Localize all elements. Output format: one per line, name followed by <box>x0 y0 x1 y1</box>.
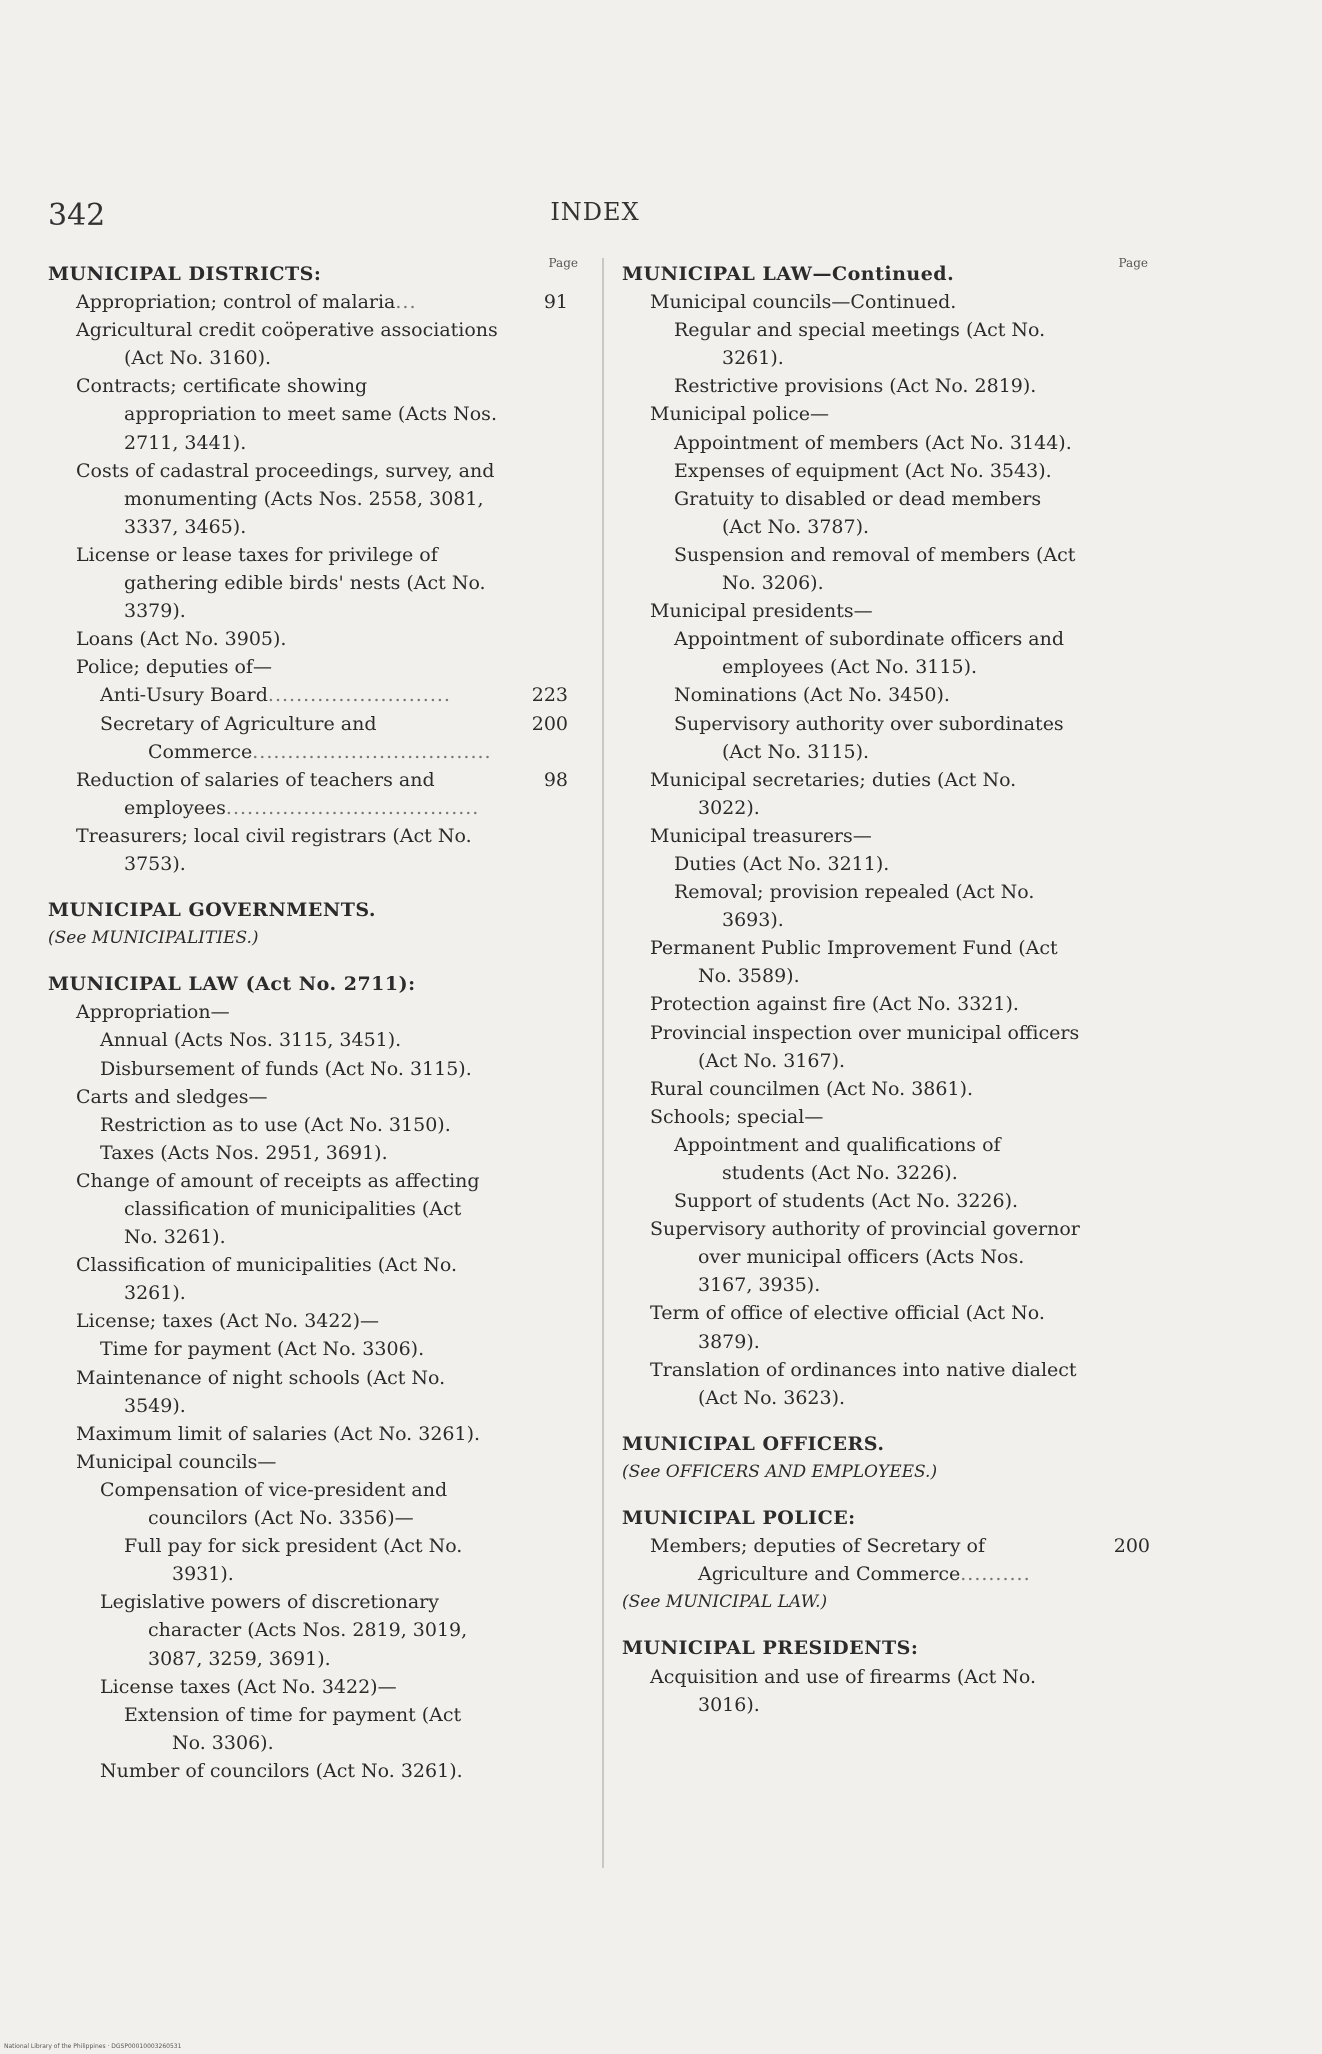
index-entry <box>48 1420 578 1448</box>
left-column <box>48 256 578 1785</box>
entry-text: Agricultural credit coöperative associations (Act No. 3160). <box>76 319 498 370</box>
page-reference: 200 <box>531 712 568 735</box>
entry-text: Restrictive provisions (Act No. 2819). <box>674 375 1037 398</box>
entry-text: Support of students (Act No. 3226). <box>674 1190 1019 1213</box>
entry-text: Municipal police— <box>650 403 829 426</box>
index-entry <box>48 1588 578 1672</box>
index-entries-right <box>622 256 1160 1719</box>
index-heading <box>622 260 1160 288</box>
index-entry <box>48 457 578 541</box>
entry-text: Duties (Act No. 3211). <box>674 852 890 875</box>
index-entry <box>622 822 1160 850</box>
entry-text: Reduction of salaries of teachers and employees <box>76 768 435 819</box>
entry-text: Extension of time for payment (Act No. 3306). <box>124 1703 462 1754</box>
index-entry <box>48 710 578 766</box>
index-entry <box>48 681 578 709</box>
index-entry <box>48 822 578 878</box>
entry-text: Municipal secretaries; duties (Act No. 3022). <box>650 768 1017 819</box>
cross-reference <box>622 1458 1160 1486</box>
entry-text: Police; deputies of— <box>76 656 272 679</box>
entry-text: Permanent Public Improvement Fund (Act No. 3589). <box>650 937 1058 988</box>
index-heading <box>622 1634 1160 1662</box>
index-entry <box>48 998 578 1026</box>
entry-text: Schools; special— <box>650 1105 824 1128</box>
page-reference: 91 <box>543 291 568 314</box>
entry-text: Provincial inspection over municipal officers (Act No. 3167). <box>650 1021 1080 1072</box>
dot-leader: .......... <box>960 1563 1031 1586</box>
index-entry <box>48 316 578 372</box>
dot-leader: .......................... <box>267 684 451 707</box>
page-reference: 200 <box>1113 1535 1150 1558</box>
index-entry <box>48 1364 578 1420</box>
index-heading <box>48 896 578 924</box>
entry-text: MUNICIPAL LAW—Continued. <box>622 263 955 285</box>
page-number: 342 <box>48 198 106 233</box>
entry-text: Anti-Usury Board <box>100 684 268 707</box>
entry-text: Number of councilors (Act No. 3261). <box>100 1759 463 1782</box>
entry-text: Maximum limit of salaries (Act No. 3261). <box>76 1422 481 1445</box>
index-entry <box>48 1476 578 1532</box>
index-heading <box>48 970 578 998</box>
entry-text: (See MUNICIPAL LAW.) <box>622 1592 828 1613</box>
entry-text: Treasurers; local civil registrars (Act No. 3753). <box>76 824 472 875</box>
index-entry <box>622 766 1160 822</box>
entry-text: Appointment of subordinate officers and employees (Act No. 3115). <box>674 628 1065 679</box>
entry-text: Contracts; certificate showing appropriation to meet same (Acts Nos. 2711, 3441). <box>76 375 497 454</box>
entry-text: MUNICIPAL GOVERNMENTS. <box>48 899 376 922</box>
page-reference: 223 <box>531 684 568 707</box>
index-entry <box>622 1075 1160 1103</box>
index-heading <box>48 260 578 288</box>
index-entry <box>622 1103 1160 1131</box>
index-entry <box>48 1448 578 1476</box>
index-entry <box>622 485 1160 541</box>
index-entry <box>622 710 1160 766</box>
entry-text: License; taxes (Act No. 3422)— <box>76 1310 379 1333</box>
index-entry <box>622 288 1160 316</box>
index-entry <box>622 1532 1160 1588</box>
dot-leader: .................................. <box>252 740 492 763</box>
index-entry <box>622 1215 1160 1299</box>
index-entry <box>48 288 578 316</box>
entry-text: Municipal councils— <box>76 1450 277 1473</box>
entry-text: Suspension and removal of members (Act No. 3206). <box>674 543 1076 595</box>
index-entry <box>622 1663 1160 1719</box>
index-entry <box>48 1139 578 1167</box>
entry-text: Regular and special meetings (Act No. 3261). <box>674 319 1046 370</box>
index-entry <box>622 1131 1160 1187</box>
entry-text: Members; deputies of Secretary of Agriculture and Commerce <box>650 1535 985 1586</box>
right-column <box>622 256 1160 1719</box>
index-entry <box>48 1251 578 1307</box>
entry-text: Compensation of vice-president and councilors (Act No. 3356)— <box>100 1478 448 1530</box>
index-entry <box>48 1026 578 1054</box>
index-entry <box>622 541 1160 597</box>
entry-text: MUNICIPAL PRESIDENTS: <box>622 1637 919 1660</box>
index-heading <box>622 1430 1160 1458</box>
entry-text: Term of office of elective official (Act No. 3879). <box>650 1302 1045 1353</box>
index-entry <box>622 1299 1160 1355</box>
entry-text: Appropriation; control of malaria <box>76 291 396 314</box>
index-entry <box>622 681 1160 709</box>
entry-text: Acquisition and use of firearms (Act No. 3016). <box>650 1665 1037 1716</box>
entry-text: Municipal treasurers— <box>650 824 872 847</box>
index-entry <box>48 1335 578 1363</box>
entry-text: Expenses of equipment (Act No. 3543). <box>674 459 1052 482</box>
column-divider <box>602 258 604 1868</box>
index-entry <box>48 372 578 456</box>
entry-text: Supervisory authority of provincial governor over municipal officers (Acts Nos. 3167, 3935). <box>650 1218 1080 1297</box>
page-column-label: Page <box>548 256 578 270</box>
entry-text: Full pay for sick president (Act No. 3931). <box>124 1535 463 1586</box>
index-entry <box>622 597 1160 625</box>
running-head: INDEX <box>550 198 640 226</box>
index-entry <box>48 1055 578 1083</box>
page-reference: 98 <box>543 768 568 791</box>
index-entry <box>622 850 1160 878</box>
entry-text: Loans (Act No. 3905). <box>76 628 287 651</box>
entry-text: Restriction as to use (Act No. 3150). <box>100 1113 451 1136</box>
index-entry <box>48 1167 578 1251</box>
index-entry <box>622 1356 1160 1412</box>
index-entry <box>48 1757 578 1785</box>
entry-text: MUNICIPAL DISTRICTS: <box>48 263 322 285</box>
entry-text: Costs of cadastral proceedings, survey, and monumenting (Acts Nos. 2558, 3081, 3337, 3465). <box>76 459 495 538</box>
index-entry <box>48 766 578 822</box>
cross-reference <box>622 1588 1160 1616</box>
entry-text: License or lease taxes for privilege of gathering edible birds' nests (Act No. 3379). <box>76 543 486 623</box>
index-entry <box>622 429 1160 457</box>
entry-text: Disbursement of funds (Act No. 3115). <box>100 1057 472 1080</box>
entry-text: Removal; provision repealed (Act No. 3693). <box>674 881 1035 932</box>
entry-text: Change of amount of receipts as affecting classification of municipalities (Act No. 3261). <box>76 1169 480 1249</box>
index-entry <box>622 372 1160 400</box>
entry-text: (See OFFICERS AND EMPLOYEES.) <box>622 1461 938 1482</box>
footer-note: National Library of the Philippines · DGSP00010003260531 <box>4 2043 182 2050</box>
entry-text: Time for payment (Act No. 3306). <box>100 1338 425 1361</box>
entry-text: Rural councilmen (Act No. 3861). <box>650 1077 974 1100</box>
entry-text: Appointment of members (Act No. 3144). <box>674 431 1072 454</box>
index-entry <box>622 990 1160 1018</box>
entry-text: MUNICIPAL LAW (Act No. 2711): <box>48 973 416 996</box>
index-entry <box>622 1019 1160 1075</box>
entry-text: (See MUNICIPALITIES.) <box>48 928 259 949</box>
entry-text: Annual (Acts Nos. 3115, 3451). <box>100 1029 402 1052</box>
index-entry <box>622 934 1160 990</box>
entry-text: Taxes (Acts Nos. 2951, 3691). <box>100 1141 388 1164</box>
entry-text: Supervisory authority over subordinates (Act No. 3115). <box>674 712 1064 763</box>
index-entry <box>48 1307 578 1335</box>
entry-text: Legislative powers of discretionary character (Acts Nos. 2819, 3019, 3087, 3259, 3691). <box>100 1591 468 1670</box>
index-entry <box>48 625 578 653</box>
entry-text: Appointment and qualifications of students (Act No. 3226). <box>674 1133 1001 1184</box>
index-entry <box>48 1083 578 1111</box>
index-entry <box>48 1111 578 1139</box>
entry-text: Nominations (Act No. 3450). <box>674 684 950 707</box>
dot-leader: ... <box>395 291 417 314</box>
entry-text: Gratuity to disabled or dead members (Act No. 3787). <box>674 487 1042 538</box>
entry-text: MUNICIPAL POLICE: <box>622 1507 856 1530</box>
index-entry <box>622 316 1160 372</box>
entry-text: Appropriation— <box>76 1001 230 1024</box>
index-entry <box>48 1673 578 1701</box>
dot-leader: .................................... <box>225 796 480 819</box>
index-entry <box>622 457 1160 485</box>
entry-text: Carts and sledges— <box>76 1085 268 1108</box>
index-entry <box>48 653 578 681</box>
index-entries-left <box>48 256 578 1785</box>
entry-text: Maintenance of night schools (Act No. 3549). <box>76 1366 446 1417</box>
index-entry <box>622 878 1160 934</box>
index-entry <box>622 1187 1160 1215</box>
entry-text: Municipal councils—Continued. <box>650 291 957 314</box>
index-entry <box>622 625 1160 681</box>
entry-text: Municipal presidents— <box>650 600 873 623</box>
entry-text: Secretary of Agriculture and Commerce <box>100 712 377 763</box>
entry-text: Classification of municipalities (Act No. 3261). <box>76 1254 457 1305</box>
entry-text: MUNICIPAL OFFICERS. <box>622 1432 885 1455</box>
index-entry <box>48 1532 578 1588</box>
index-heading <box>622 1504 1160 1532</box>
entry-text: License taxes (Act No. 3422)— <box>100 1675 397 1698</box>
page-column-label: Page <box>1118 256 1148 270</box>
entry-text: Protection against fire (Act No. 3321). <box>650 993 1019 1016</box>
entry-text: Translation of ordinances into native dialect (Act No. 3623). <box>650 1358 1077 1409</box>
index-entry <box>48 1701 578 1757</box>
index-entry <box>48 541 578 625</box>
index-entry <box>622 400 1160 428</box>
cross-reference <box>48 924 578 952</box>
